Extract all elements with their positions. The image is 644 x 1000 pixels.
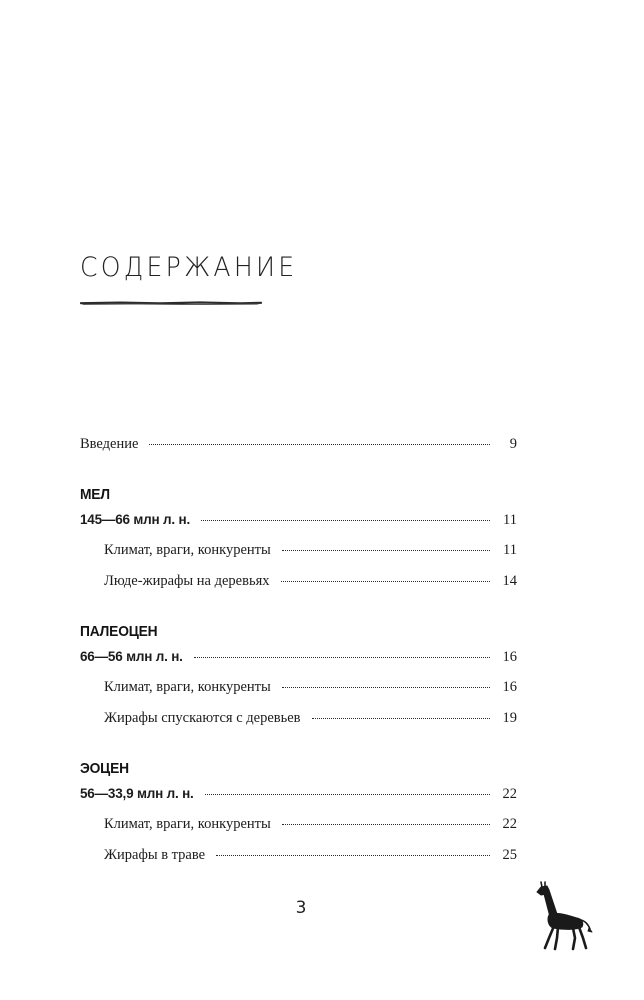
dot-leader	[282, 687, 490, 688]
dot-leader	[149, 444, 490, 445]
dot-leader	[312, 718, 490, 719]
toc-entry-chapter[interactable]	[104, 816, 517, 838]
toc-entry-chapter[interactable]	[104, 847, 517, 869]
toc-entry-page: 16	[502, 649, 517, 665]
dot-leader	[282, 824, 490, 825]
dot-leader	[282, 550, 490, 551]
toc-entry-label: 56—33,9 млн л. н.	[80, 786, 194, 801]
toc-entry-chapter[interactable]	[104, 710, 517, 732]
toc-entry-page: 22	[502, 816, 517, 832]
toc-entry-label: Климат, враги, конкуренты	[104, 679, 271, 695]
dot-leader	[216, 855, 490, 856]
era-heading: ПАЛЕОЦЕН	[80, 623, 158, 640]
toc-entry-label: Введение	[80, 436, 139, 452]
toc-entry-period[interactable]	[80, 512, 517, 534]
giraffe-icon	[533, 880, 595, 952]
toc-entry-chapter[interactable]	[104, 573, 517, 595]
toc-entry-page: 9	[509, 436, 517, 452]
toc-entry-label: 66—56 млн л. н.	[80, 649, 183, 664]
dot-leader	[194, 657, 490, 658]
toc-entry-label: Люде-жирафы на деревьях	[104, 573, 270, 589]
dot-leader	[281, 581, 491, 582]
toc-entry-label: Жирафы в траве	[104, 847, 206, 863]
toc-entry-page: 22	[502, 786, 517, 802]
toc-entry-chapter[interactable]	[104, 679, 517, 701]
toc-entry-label: Жирафы спускаются с деревьев	[104, 710, 301, 726]
toc-entry-page: 25	[502, 847, 517, 863]
toc-entry-page: 19	[502, 710, 517, 726]
toc-entry-intro[interactable]	[80, 436, 517, 458]
dot-leader	[205, 794, 490, 795]
toc-entry-period[interactable]	[80, 786, 517, 808]
dot-leader	[201, 520, 490, 521]
toc-entry-label: 145—66 млн л. н.	[80, 512, 191, 527]
toc-entry-chapter[interactable]	[104, 542, 517, 564]
toc-entry-label: Климат, враги, конкуренты	[104, 542, 271, 558]
toc-entry-page: 11	[503, 512, 517, 528]
toc-entry-page: 11	[503, 542, 517, 558]
toc-entry-page: 16	[502, 679, 517, 695]
toc-entry-label: Климат, враги, конкуренты	[104, 816, 271, 832]
toc-entry-page: 14	[502, 573, 517, 589]
era-heading: МЕЛ	[80, 486, 110, 503]
era-heading: ЭОЦЕН	[80, 760, 129, 777]
toc-entry-period[interactable]	[80, 649, 517, 671]
page-number: 3	[295, 898, 307, 918]
page-title: СОДЕРЖАНИЕ	[80, 252, 298, 283]
